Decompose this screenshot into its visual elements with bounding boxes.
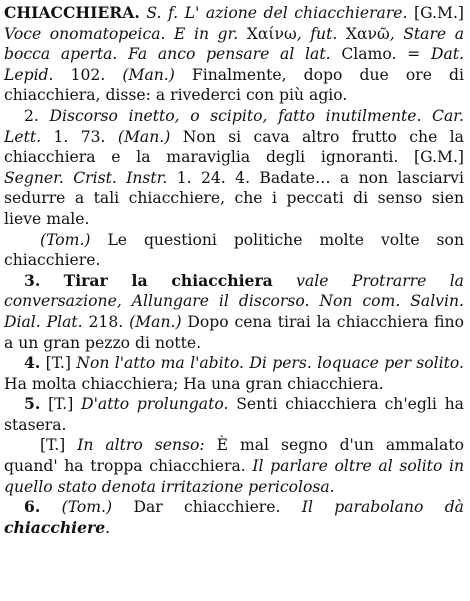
sense-5-sub-example: È mal segno d'un ammalato quand' ha troppa chiacchiera. <box>4 436 464 476</box>
sense-4-paragraph <box>4 353 464 394</box>
sense-5-sub-definition: In altro senso: <box>77 436 205 455</box>
sense-2-tom-paragraph <box>4 230 464 271</box>
sense-5-sub-note: Il parlare oltre al solito in quello stato denota irritazione pericolosa. <box>4 457 464 496</box>
etymology-text: Voce onomatopeica. E in gr. <box>4 24 239 43</box>
sense-2-source-2: Segner. Crist. Instr. <box>4 168 168 187</box>
sense-2-tag: [G.M.] <box>414 148 464 167</box>
sense-2-tom: (Tom.) <box>40 230 91 249</box>
sense-2-number: 2. <box>24 106 39 125</box>
entry-paragraph <box>4 3 464 106</box>
etymology-meaning: , Stare a bocca aperta. Fa anco pensare al lat. <box>4 24 464 64</box>
headword: CHIACCHIERA. <box>4 3 140 22</box>
sense-6-number: 6. <box>24 497 41 517</box>
sense-5-tag: [T.] <box>48 395 74 414</box>
sense-3-phrase: Tirar la chiacchiera <box>63 270 273 290</box>
sense-6-note-end: . <box>105 518 111 537</box>
sense-3-definition: vale Protrarre la conversazione, Allungare il discorso. Non com. <box>4 271 464 311</box>
sense-6-paragraph <box>4 497 464 538</box>
sense-5-number: 5. <box>24 394 41 414</box>
sense-2-example-2: Badate… a non lasciarvi sedurre a tali chiacchiere, che i peccati di senso sien lieve male. <box>4 168 464 228</box>
equals-sign: = <box>407 45 421 64</box>
sense-2-source-1-ref: 1. 73. <box>53 127 106 146</box>
latin-word: Clamo. <box>341 45 397 64</box>
etymology-future: , fut. <box>296 24 338 43</box>
sense-3-example: Dopo cena tirai la chiacchiera fino a un gran pezzo di notte. <box>4 312 464 352</box>
sense-5-paragraph <box>4 394 464 435</box>
sense-5-definition: D'atto prolungato. <box>81 395 229 414</box>
sense-2-definition: Discorso inetto, o scipito, fatto inutilmente. <box>49 106 422 125</box>
sense-3-paragraph <box>4 271 464 353</box>
sense-3-source: Salvin. Dial. Plat. <box>4 292 464 331</box>
entry-example: Finalmente, dopo due ore di chiacchiera, disse: a rivederci con più agio. <box>4 65 464 105</box>
sense-6-note-bold: chiacchiere <box>4 517 106 537</box>
sense-6-example: Dar chiacchiere. <box>133 498 281 517</box>
sense-2-example-1: Non si cava altro frutto che la chiacchiera e la maraviglia degli ignoranti. <box>4 127 464 167</box>
sense-4-tag: [T.] <box>45 354 71 373</box>
sense-5-example: Senti chiacchiera ch'egli ha stasera. <box>4 395 464 434</box>
sense-6-tom: (Tom.) <box>61 498 113 517</box>
sense-3-number: 3. <box>24 270 41 290</box>
sense-3-source-ref: 218. <box>88 312 124 331</box>
greek-word-1: Χαίνω <box>246 24 297 43</box>
sense-2-source-2-ref: 1. 24. 4. <box>176 168 251 187</box>
sense-3-man: (Man.) <box>129 312 182 331</box>
sense-2-source-1: Car. Lett. <box>4 106 464 146</box>
sense-4-number: 4. <box>24 353 41 373</box>
sense-4-definition: Non l'atto ma l'abito. Di pers. loquace per solito. <box>76 354 464 373</box>
entry-definition: L' azione del chiacchierare. <box>184 4 408 22</box>
sense-2-example-3: Le questioni politiche molte volte son chiacchiere. <box>4 230 464 270</box>
sense-5-sub-paragraph <box>4 435 464 497</box>
sense-2-paragraph <box>4 106 464 230</box>
greek-word-2: Χανῶ <box>345 24 390 43</box>
sense-6-note: Il parabolano dà <box>301 498 464 517</box>
etymology-man: (Man.) <box>122 65 175 84</box>
sense-5-sub-tag: [T.] <box>40 436 66 455</box>
part-of-speech: S. f. <box>146 4 179 22</box>
etymology-source: Dat. Lepid. <box>4 45 465 84</box>
sense-4-example: Ha molta chiacchiera; Ha una gran chiacchiera. <box>4 374 384 393</box>
etymology-source-number: 102. <box>70 65 106 84</box>
etymology-tag: [G.M.] <box>414 4 464 22</box>
sense-2-man: (Man.) <box>117 127 171 146</box>
